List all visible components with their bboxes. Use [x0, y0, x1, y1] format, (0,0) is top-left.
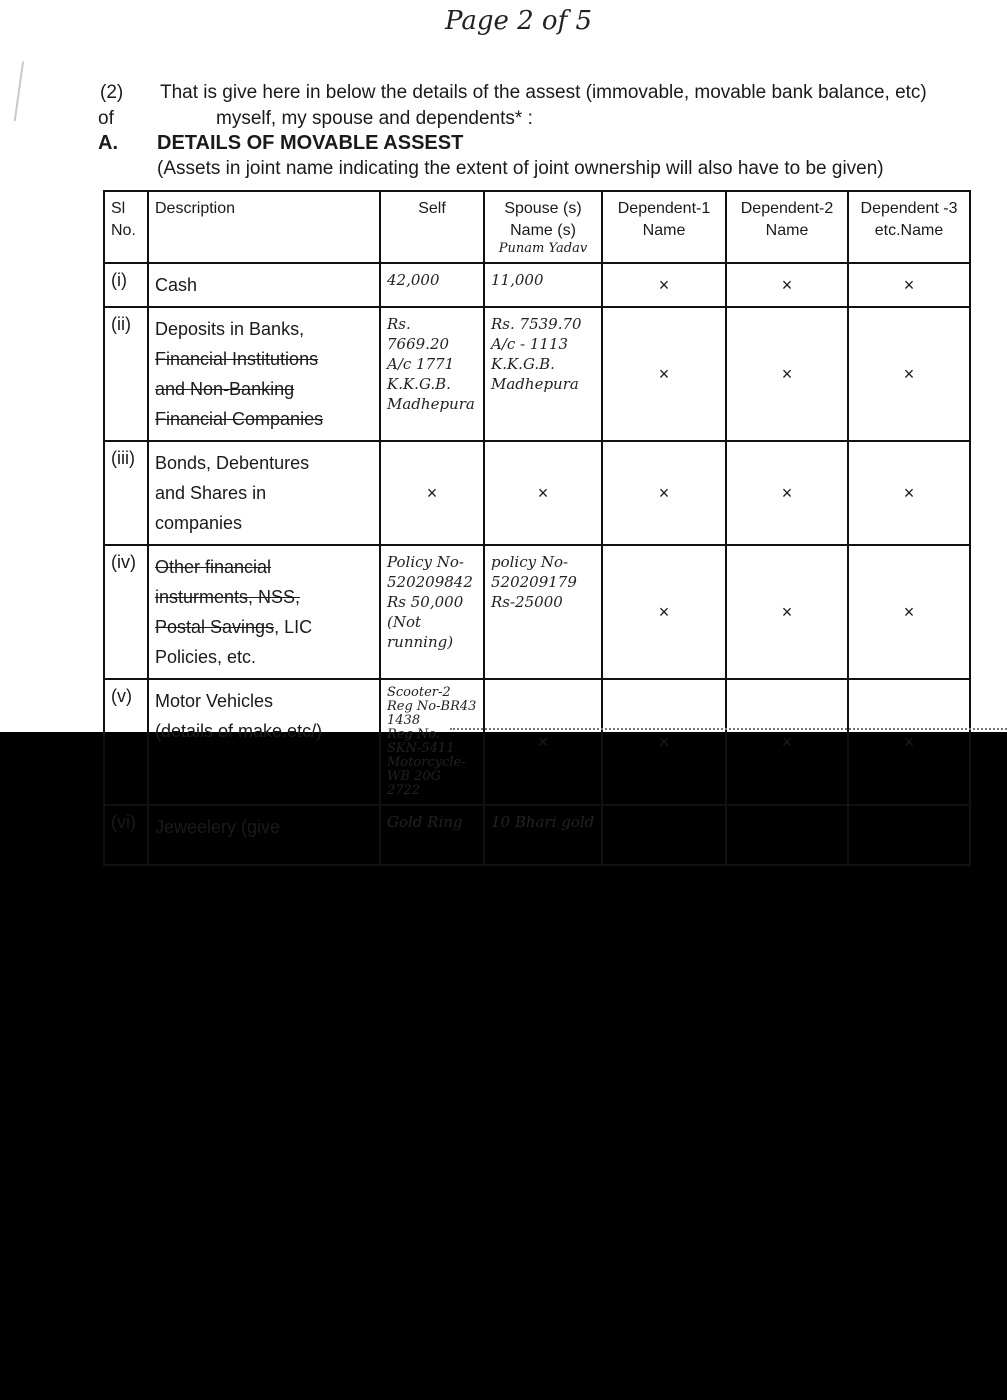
row-spouse	[484, 805, 602, 865]
header-spouse-label: Spouse (s) Name (s)	[504, 200, 582, 239]
row-dependent-2: ×	[726, 263, 848, 307]
description-segment: Financial Institutions	[155, 349, 319, 369]
description-segment: , LIC	[274, 617, 313, 637]
table-row	[104, 441, 970, 545]
row-dependent-1: ×	[602, 307, 726, 441]
description-segment: insturments, NSS,	[155, 587, 301, 607]
row-self	[380, 307, 484, 441]
row-dependent-1	[602, 805, 726, 865]
section-title: DETAILS OF MOVABLE ASSEST	[157, 132, 464, 154]
intro-line-1: That is give here in below the details of the assest (immovable, movable bank balance, etc)	[160, 82, 927, 103]
row-dependent-2: ×	[726, 441, 848, 545]
movable-assets-table	[103, 190, 971, 866]
header-description: Description	[148, 191, 380, 263]
description-segment: and Non-Banking	[155, 379, 295, 399]
header-dependent-2: Dependent-2 Name	[726, 191, 848, 263]
row-description	[148, 545, 380, 679]
handwritten-entry: 42,000	[387, 271, 440, 289]
table-row	[104, 805, 970, 865]
handwritten-entry: 11,000	[491, 271, 544, 289]
handwritten-entry: Gold Ring	[387, 813, 463, 831]
row-sl-no: (v)	[104, 679, 148, 805]
row-self	[380, 805, 484, 865]
description-segment: Jeweelery (give	[155, 817, 281, 837]
row-dependent-1: ×	[602, 263, 726, 307]
row-sl-no: (iv)	[104, 545, 148, 679]
row-sl-no: (vi)	[104, 805, 148, 865]
row-self	[380, 545, 484, 679]
description-segment: Other financial	[155, 557, 272, 577]
description-segment: Cash	[155, 275, 198, 295]
row-spouse	[484, 307, 602, 441]
handwritten-entry: Rs. 7669.20 A/c 1771 K.K.G.B. Madhepura	[387, 315, 475, 413]
header-dependent-1: Dependent-1 Name	[602, 191, 726, 263]
section-note: (Assets in joint name indicating the extent of joint ownership will also have to be given)	[157, 158, 884, 179]
margin-scan-mark	[0, 59, 24, 121]
handwritten-entry: Policy No- 520209842 Rs 50,000 (Not running)	[387, 553, 473, 651]
row-description	[148, 805, 380, 865]
header-spouse	[484, 191, 602, 263]
handwritten-entry: policy No- 520209179 Rs-25000	[491, 553, 577, 611]
intro-number: (2)	[100, 82, 124, 103]
description-segment: Deposits in Banks,	[155, 319, 305, 339]
row-description	[148, 441, 380, 545]
torn-edge-dots	[450, 728, 1007, 730]
handwritten-entry: 10 Bhari gold	[491, 813, 595, 831]
row-description	[148, 679, 380, 805]
row-dependent-3: ×	[848, 441, 970, 545]
row-dependent-3: ×	[848, 545, 970, 679]
row-dependent-2: ×	[726, 307, 848, 441]
description-segment: (details of make.etc/)	[155, 721, 323, 741]
handwritten-entry: Rs. 7539.70 A/c - 1113 K.K.G.B. Madhepura	[491, 315, 582, 393]
description-segment: Bonds, Debentures	[155, 453, 310, 473]
description-segment: Policies, etc.	[155, 647, 257, 667]
row-spouse: ×	[484, 441, 602, 545]
intro-line-2: myself, my spouse and dependents* :	[216, 108, 533, 129]
table-row	[104, 263, 970, 307]
description-segment: Motor Vehicles	[155, 691, 274, 711]
header-spouse-name: Punam Yadav	[498, 241, 588, 256]
row-spouse	[484, 545, 602, 679]
handwritten-entry: Scooter-2 Reg No-BR43 1438 Reg No. SKN-5411 Motorcycle-WB 20G 2722	[387, 685, 477, 798]
intro-of: of	[98, 108, 114, 129]
header-dependent-3: Dependent -3 etc.Name	[848, 191, 970, 263]
table-header-row	[104, 191, 970, 263]
description-segment: and Shares in	[155, 483, 267, 503]
table-row	[104, 545, 970, 679]
header-sl-no: Sl No.	[104, 191, 148, 263]
row-spouse: ×	[484, 679, 602, 805]
description-segment: Financial Companies	[155, 409, 324, 429]
table-row	[104, 307, 970, 441]
row-dependent-1: ×	[602, 545, 726, 679]
row-dependent-3: ×	[848, 307, 970, 441]
row-sl-no: (i)	[104, 263, 148, 307]
page-number: Page 2 of 5	[445, 6, 593, 36]
row-self	[380, 263, 484, 307]
row-dependent-3	[848, 805, 970, 865]
header-self: Self	[380, 191, 484, 263]
description-segment: companies	[155, 513, 243, 533]
section-letter: A.	[98, 132, 118, 154]
row-description	[148, 263, 380, 307]
row-dependent-3: ×	[848, 263, 970, 307]
row-dependent-2: ×	[726, 545, 848, 679]
row-dependent-2	[726, 805, 848, 865]
row-sl-no: (ii)	[104, 307, 148, 441]
row-self: ×	[380, 441, 484, 545]
description-segment: Postal Savings	[155, 617, 275, 637]
table-row	[104, 679, 970, 805]
table-body	[104, 263, 970, 865]
row-self	[380, 679, 484, 805]
row-dependent-2: ×	[726, 679, 848, 805]
row-dependent-1: ×	[602, 679, 726, 805]
row-dependent-1: ×	[602, 441, 726, 545]
row-sl-no: (iii)	[104, 441, 148, 545]
row-spouse	[484, 263, 602, 307]
row-dependent-3: ×	[848, 679, 970, 805]
row-description	[148, 307, 380, 441]
